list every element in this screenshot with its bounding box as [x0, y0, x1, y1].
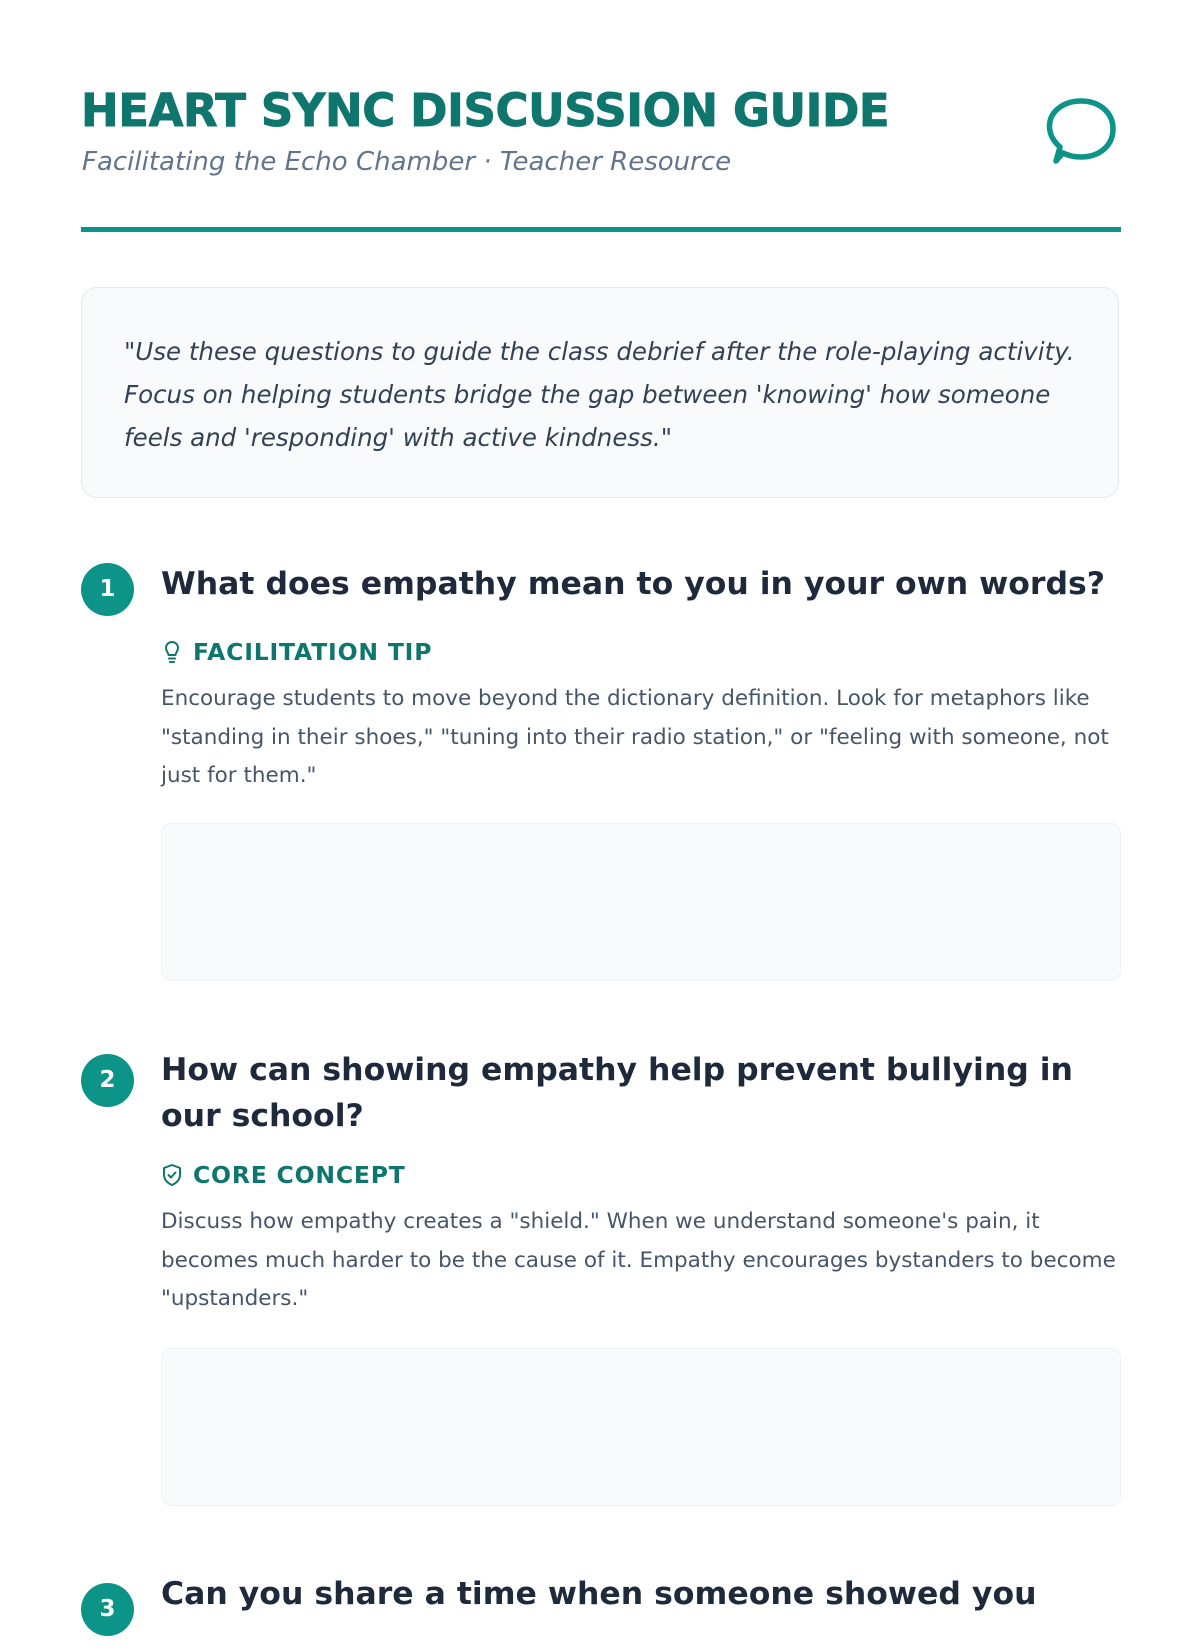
- question-item: [81, 1571, 1121, 1651]
- facilitation-tip-heading: [161, 637, 432, 667]
- question-title: How can showing empathy help prevent bullying in our school?: [161, 1052, 1073, 1134]
- facilitation-tip-text: Encourage students to move beyond the dictionary definition. Look for metaphors like "standing in their shoes," "tuning into their radio station," or "feeling with someone, not just for them.": [161, 686, 1109, 788]
- question-title: What does empathy mean to you in your own words?: [161, 566, 1106, 602]
- core-concept-heading: [161, 1160, 406, 1190]
- page-title: HEART SYNC DISCUSSION GUIDE: [81, 84, 890, 137]
- intro-quote: "Use these questions to guide the class debrief after the role-playing activity. Focus on helping students bridge the gap between 'knowing' how someone feels and 'responding' with active kindness.": [124, 337, 1075, 452]
- question-number-badge: 1: [81, 563, 134, 616]
- intro-callout: [81, 287, 1119, 498]
- core-concept-label: CORE CONCEPT: [193, 1161, 406, 1189]
- question-number-badge: 2: [81, 1054, 134, 1107]
- facilitation-tip-label: FACILITATION TIP: [193, 638, 433, 666]
- answer-area[interactable]: [161, 823, 1121, 981]
- page-subtitle: Facilitating the Echo Chamber · Teacher Resource: [82, 147, 732, 177]
- shield-check-icon: [161, 1163, 183, 1187]
- speech-bubble-icon: [1043, 95, 1123, 175]
- question-title: Can you share a time when someone showed you: [161, 1576, 1037, 1612]
- header-divider: [81, 227, 1121, 232]
- question-number-badge: 3: [81, 1583, 134, 1636]
- question-item: [81, 1047, 1121, 1507]
- core-concept-text: Discuss how empathy creates a "shield." When we understand someone's pain, it becomes much harder to be the cause of it. Empathy encourages bystanders to become "upstanders.": [161, 1209, 1116, 1311]
- guide-header: [81, 82, 1121, 232]
- answer-area[interactable]: [161, 1348, 1121, 1506]
- lightbulb-icon: [161, 640, 183, 664]
- discussion-guide-page: [81, 0, 1121, 1622]
- question-item: [81, 561, 1121, 981]
